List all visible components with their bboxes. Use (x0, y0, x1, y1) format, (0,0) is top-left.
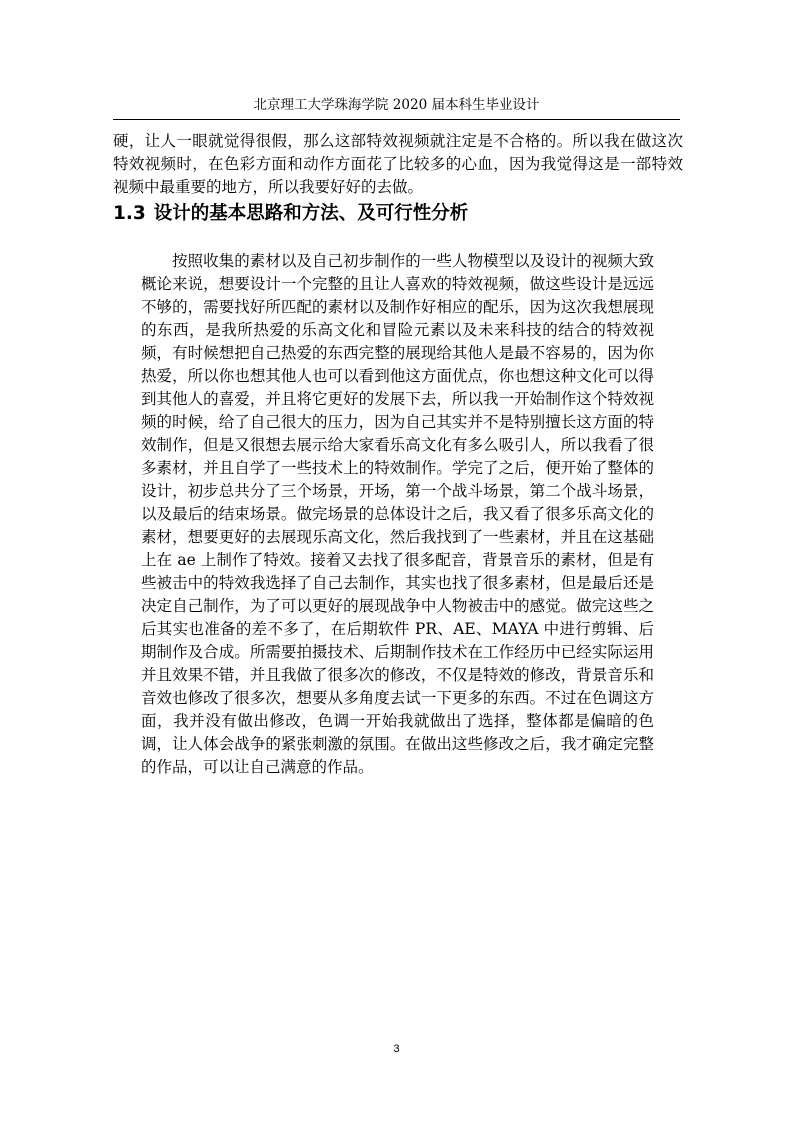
section-title: 设计的基本思路和方法、及可行性分析 (153, 203, 469, 224)
page-number: 3 (393, 1043, 400, 1055)
section-heading (113, 200, 683, 228)
header-divider (113, 119, 680, 120)
section-number: 1.3 (113, 203, 146, 224)
intro-paragraph: 硬，让人一眼就觉得很假，那么这部特效视频就注定是不合格的。所以我在做这次特效视频时，在色彩方面和动作方面花了比较多的心血，因为我觉得这是一部特效视频中最重要的地方，所以我要好好的去做。 (113, 132, 683, 196)
page-header: 北京理工大学珠海学院 2020 届本科生毕业设计 (253, 97, 540, 113)
body-paragraph: 按照收集的素材以及自己初步制作的一些人物模型以及设计的视频大致概论来说，想要设计一个完整的且让人喜欢的特效视频，做这些设计是远远不够的，需要找好所匹配的素材以及制作好相应的配乐，因为这次我想展现的东西，是我所热爱的乐高文化和冒险元素以及未来科技的结合的特效视频，有时候想把自己热爱的东西完整的展现给其他人是最不容易的，因为你热爱，所以你也想其他人也可以看到他这方面优点，你也想这种文化可以得到其他人的喜爱，并且将它更好的发展下去，所以我一开始制作这个特效视频的时候，给了自己很大的压力，因为自己其实并不是特别擅长这方面的特效制作，但是又很想去展示给大家看乐高文化有多么吸引人，所以我看了很多素材，并且自学了一些技术上的特效制作。学完了之后，便开始了整体的设计，初步总共分了三个场景，开场，第一个战斗场景，第二个战斗场景，以及最后的结束场景。做完场景的总体设计之后，我又看了很多乐高文化的素材，想要更好的去展现乐高文化，然后我找到了一些素材，并且在这基础上在 ae 上制作了特效。接着又去找了很多配音，背景音乐的素材，但是有些被击中的特效我选择了自己去制作，其实也找了很多素材，但是最后还是决定自己制作，为了可以更好的展现战争中人物被击中的感觉。做完这些之后其实也准备的差不多了，在后期软件 PR、AE、MAYA 中进行剪辑、后期制作及合成。所需要拍摄技术、后期制作技术在工作经历中已经实际运用并且效果不错，并且我做了很多次的修改，不仅是特效的修改，背景音乐和音效也修改了很多次，想要从多角度去试一下更多的东西。不过在色调这方面，我并没有做出修改，色调一开始我就做出了选择，整体都是偏暗的色调，让人体会战争的紧张刺激的氛围。在做出这些修改之后，我才确定完整的作品，可以让自己满意的作品。 (141, 252, 654, 776)
